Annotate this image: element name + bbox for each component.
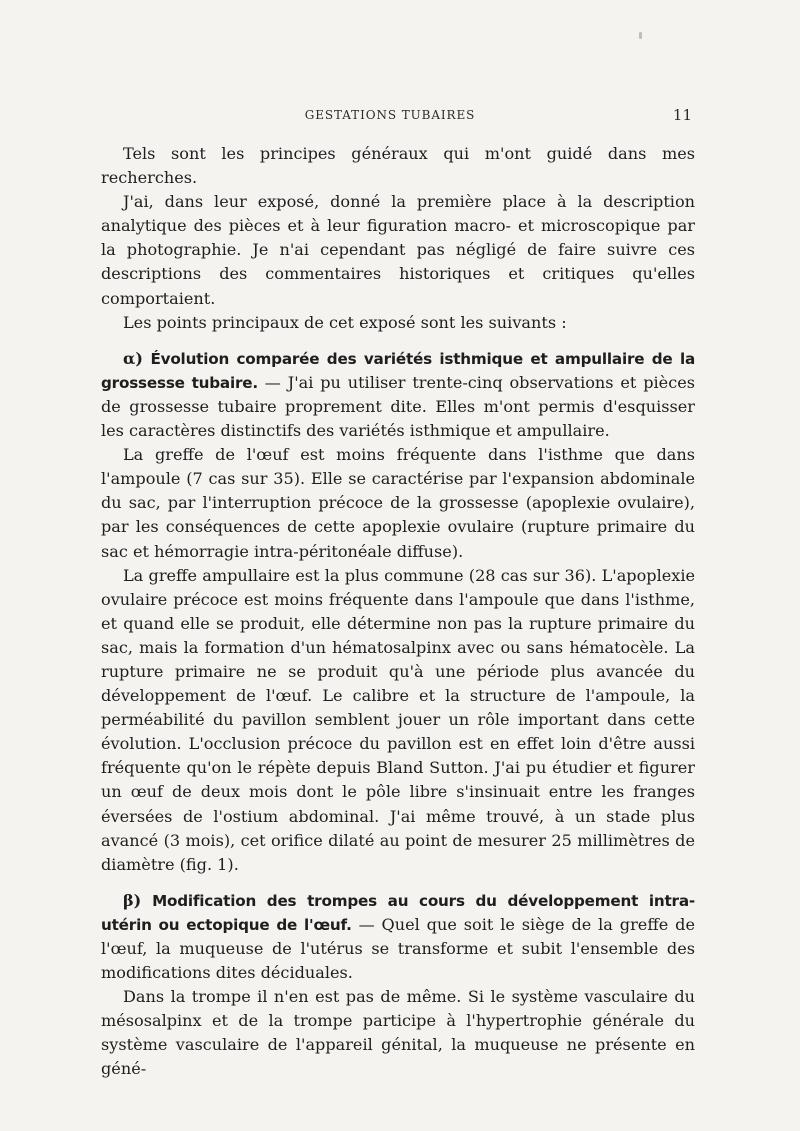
paragraph: Les points principaux de cet exposé sont les suivants : — [123, 312, 567, 332]
paragraph: La greffe de l'œuf est moins fréquente dans l'isthme que dans l'ampoule (7 cas sur 35). Elle se caractérise par l'expansion abdominale du sac, par l'interruption précoce de la grossesse (apoplexie ovulaire), par les conséquences de cette apoplexie ovulaire (rupture primaire du sac et hémorragie intra-péritonéale diffuse). — [101, 445, 695, 561]
running-head: GESTATIONS TUBAIRES — [304, 108, 476, 122]
section-marker: α) — [123, 348, 143, 368]
section-marker: β) — [123, 890, 142, 910]
paragraph: Dans la trompe il n'en est pas de même. Si le système vasculaire du mésosalpinx et de la trompe participe à l'hypertrophie générale du système vasculaire de l'appareil génital, la muqueuse ne présente en géné- — [101, 987, 695, 1079]
page-header — [0, 104, 800, 128]
section-beta — [101, 889, 695, 985]
ink-smudge — [639, 32, 642, 39]
paragraph: Tels sont les principes généraux qui m'ont guidé dans mes recherches. — [101, 144, 695, 188]
page-number: 11 — [672, 106, 692, 124]
section-text: — J'ai pu utiliser trente-cinq observations et pièces de grossesse tubaire proprement dite. Elles m'ont permis d'esquisser les caractères distinctifs des variétés isthmique et ampullaire. — [101, 372, 696, 441]
section-heading: Évolution comparée des variétés isthmique et ampullaire de la grossesse tubaire. — [101, 349, 695, 392]
paragraph: J'ai, dans leur exposé, donné la première place à la description analytique des pièces et à leur figuration macro- et microscopique par la photographie. Je n'ai cependant pas négligé de faire suivre ces descriptions des commentaires historiques et critiques qu'elles comportaient. — [101, 192, 695, 308]
section-text: — Quel que soit le siège de la greffe de l'œuf, la muqueuse de l'utérus se transforme et subit l'ensemble des modifications dites déciduales. — [101, 914, 695, 983]
body-text — [101, 142, 695, 1082]
paragraph: La greffe ampullaire est la plus commune (28 cas sur 36). L'apoplexie ovulaire précoce est moins fréquente dans l'ampoule que dans l'isthme, et quand elle se produit, elle détermine non pas la rupture primaire du sac, mais la formation d'un hématosalpinx avec ou sans hématocèle. La rupture primaire ne se produit qu'à une période plus avancée du développement de l'œuf. Le calibre et la structure de l'ampoule, la perméabilité du pavillon semblent jouer un rôle important dans cette évolution. L'occlusion précoce du pavillon est en effet loin d'être aussi fréquente qu'on le répète depuis Bland Sutton. J'ai pu étudier et figurer un œuf de deux mois dont le pôle libre s'insinuait entre les franges éversées de l'ostium abdominal. J'ai même trouvé, à un stade plus avancé (3 mois), cet orifice dilaté au point de mesurer 25 millimètres de diamètre (fig. 1). — [101, 565, 695, 874]
section-heading: Modification des trompes au cours du développement intra-utérin ou ectopique de l'œuf. — [101, 891, 695, 934]
section-alpha — [101, 347, 695, 443]
